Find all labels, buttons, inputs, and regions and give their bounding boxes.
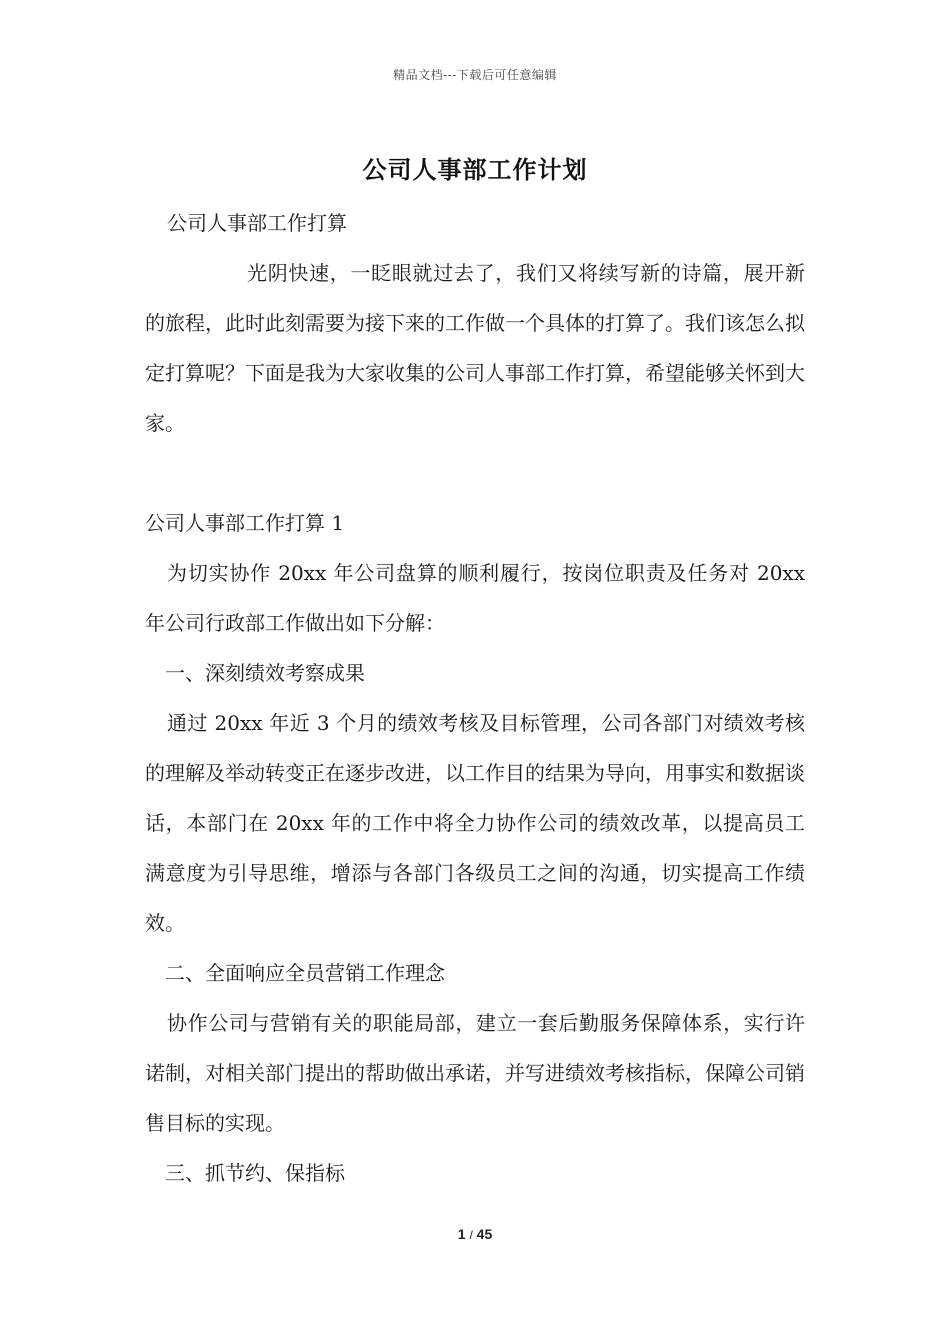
- list-item-3: 三、抓节约、保指标: [165, 1161, 345, 1185]
- page-separator: /: [469, 1228, 473, 1242]
- list-item-2: 二、全面响应全员营销工作理念: [165, 961, 445, 985]
- list-item-1: 一、深刻绩效考察成果: [165, 661, 365, 685]
- page-number: [0, 1226, 950, 1242]
- page-current: 1: [457, 1226, 466, 1242]
- document-subtitle: 公司人事部工作打算: [167, 211, 347, 235]
- intro-paragraph: 光阴快速，一眨眼就过去了，我们又将续写新的诗篇，展开新的旅程，此时此刻需要为接下来的工作做一个具体的打算了。我们该怎么拟定打算呢？下面是我为大家收集的公司人事部工作打算，希望能够关怀到大家。: [145, 261, 805, 435]
- page-total: 45: [476, 1226, 493, 1242]
- paragraph-1: 为切实协作 20xx 年公司盘算的顺利履行，按岗位职责及任务对 20xx 年公司行政部工作做出如下分解：: [145, 561, 805, 635]
- page-header: 精品文档---下载后可任意编辑: [393, 68, 557, 82]
- section-heading: 公司人事部工作打算 1: [145, 511, 345, 535]
- paragraph-2: 通过 20xx 年近 3 个月的绩效考核及目标管理，公司各部门对绩效考核的理解及举动转变正在逐步改进，以工作目的结果为导向，用事实和数据谈话，本部门在 20xx 年的工作中将全力协作公司的绩效改革，以提高员工满意度为引导思维，增添与各部门各级员工之间的沟通，切实提高工作绩效。: [145, 711, 805, 935]
- document-body: [145, 198, 805, 1198]
- document-title: 公司人事部工作计划: [362, 155, 588, 184]
- paragraph-3: 协作公司与营销有关的职能局部，建立一套后勤服务保障体系，实行许诺制，对相关部门提出的帮助做出承诺，并写进绩效考核指标，保障公司销售目标的实现。: [145, 1011, 805, 1135]
- blank-line: [145, 448, 805, 498]
